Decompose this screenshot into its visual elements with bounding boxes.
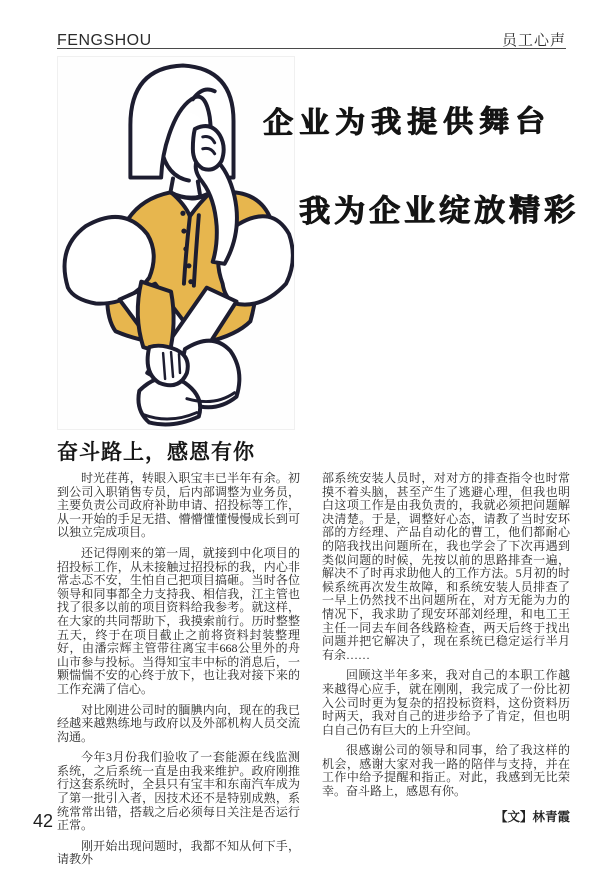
- section-name: 员工心声: [501, 32, 566, 49]
- paragraph: 今年3月份我们验收了一套能源在线监测系统，之后系统一直是由我来维护。政府刚推行这套系统时，全县只有宝丰和东南汽车成为了第一批引入者，因技术还不是特别成熟，系统常常出错，搭载之后必须每日关注是否运行正常。: [57, 750, 300, 833]
- article-column-right: [322, 472, 570, 831]
- masthead-divider: [57, 48, 566, 49]
- headline-line2: 我为企业绽放精彩: [298, 192, 580, 229]
- magazine-brand: FENGSHOU: [57, 32, 152, 49]
- article-column-left: [57, 472, 300, 874]
- paragraph: 还记得刚来的第一周，就接到中化项目的招投标工作，从未接触过招投标的我，内心非常忐忑不安，生怕自己把项目搞砸。当时各位领导和同事都全力支持我、相信我，江主管也找了很多以前的项目资料给我参考。就这样，在大家的共同帮助下，我摸索前行。历时整整五天，终于在项目截止之前将资料封装整理好，由潘宗辉主管带往离宝丰668公里外的舟山市参与投标。当得知宝丰中标的消息后，一颗惴惴不安的心终于放下，也让我对接下来的工作充满了信心。: [57, 545, 300, 696]
- illustration-svg: [58, 57, 294, 429]
- paragraph: 部系统安装人员时，对对方的排查指令也时常摸不着头脑，甚至产生了逃避心理，但我也明白这项工作是由我负责的，我就必须把问题解决清楚。于是，调整好心态，请教了当时安环部的方经理、产品自动化的曹工，他们都耐心的陪我找出问题所在，我也学会了下次再遇到类似问题的时候，先按以前的思路排查一遍，解决不了时再求助他人的工作方法。5月初的时候系统再次发生故障，和系统安装人员排查了一早上仍然找不出问题所在，对方无能为力的情况下，我求助了现安环部刘经理，和电工王主任一同去车间各线路检查，两天后终于找出问题并把它解决了，现在系统已稳定运行半月有余……: [322, 471, 570, 662]
- paragraph: 很感谢公司的领导和同事，给了我这样的机会，感谢大家对我一路的陪伴与支持，并在工作中给予提醒和指正。对此，我感到无比荣幸。奋斗路上，感恩有你。: [322, 743, 570, 799]
- woman-thinking-illustration: [57, 56, 295, 430]
- headline-line1: 企业为我提供舞台: [262, 104, 552, 141]
- article-byline: 【文】林青霞: [494, 809, 570, 824]
- paragraph: 回顾这半年多来，我对自己的本职工作越来越得心应手，就在刚刚，我完成了一份比初入公司时更为复杂的招投标资料，这份资料历时两天，我对自己的进步给予了肯定，但也明白自己仍有巨大的上升空间。: [322, 668, 570, 737]
- paragraph: 对比刚进公司时的腼腆内向，现在的我已经越来越熟练地与政府以及外部机构人员交流沟通。: [57, 702, 300, 744]
- paragraph: 时光荏苒，转眼入职宝丰已半年有余。初到公司入职销售专员，后内部调整为业务员，主要负责公司政府补助申请、招投标等工作，从一开始的手足无措、懵懵懂懂慢慢成长到可以独立完成项目。: [57, 471, 300, 540]
- paragraph: 刚开始出现问题时，我都不知从何下手，请教外: [57, 838, 300, 867]
- masthead: [57, 24, 566, 50]
- article-title: 奋斗路上，感恩有你: [57, 441, 255, 464]
- page-number: 42: [33, 811, 54, 831]
